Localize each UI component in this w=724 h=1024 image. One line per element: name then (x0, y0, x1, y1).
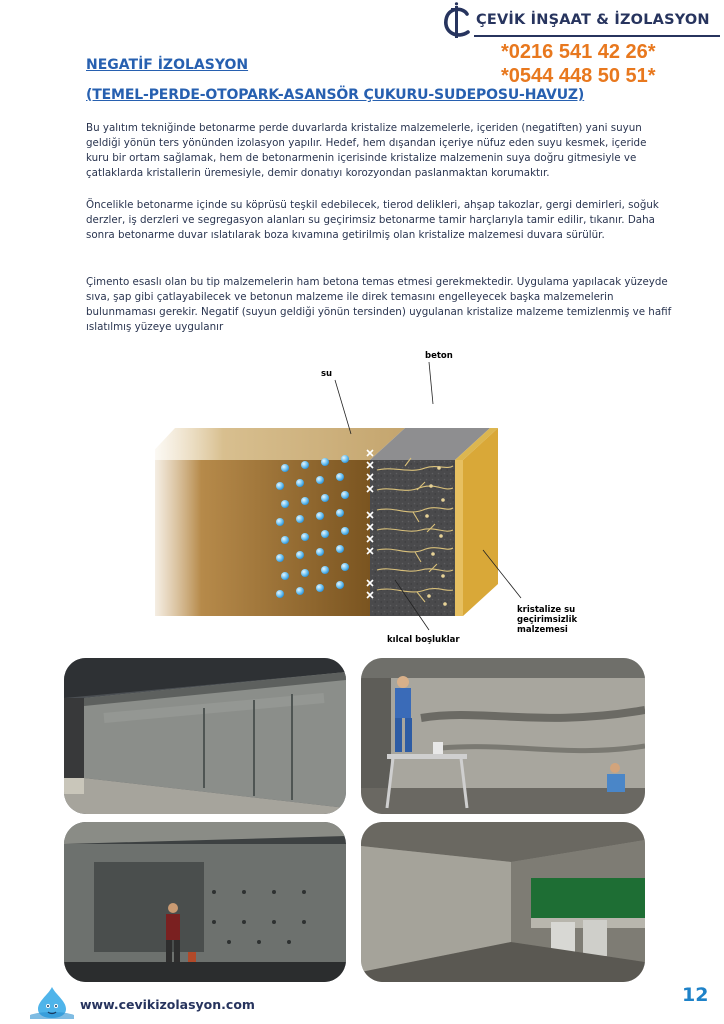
website-link[interactable]: www.cevikizolasyon.com (80, 997, 255, 1012)
label-crystal-line1: kristalize su (517, 605, 576, 615)
section-title: NEGATİF İZOLASYON (86, 57, 249, 73)
photo-worker-scaffold (361, 658, 645, 814)
company-logo-icon (440, 2, 474, 44)
page-number: 12 (682, 984, 709, 1006)
photo-worker-coating (64, 822, 346, 982)
phone-number-2: *0544 448 50 51* (501, 65, 656, 87)
water-drop-mascot-icon (30, 985, 74, 1019)
photo-basement-wall (64, 658, 346, 814)
paragraph-application: Çimento esaslı olan bu tip malzemelerin ham betona temas etmesi gerekmektedir. Uygulama yapılacak yüzeyde sıva, şap gibi çatlayabilecek ve betonun malzeme ile direk temasını engelleyecek başka malzemelerin bulunmaması gerekir. Negatif (suyun geldiği yönün tersinden) uygulanan kristalize malzeme temizlenmiş ve hafif ıslatılmış yüzeye uygulanır (86, 276, 672, 333)
company-name: ÇEVİK İNŞAAT & İZOLASYON (476, 12, 710, 28)
photo-coated-basement (361, 822, 645, 982)
label-capillary: kılcal boşluklar (387, 635, 460, 645)
paragraph-intro: Bu yalıtım tekniğinde betonarme perde duvarlarda kristalize malzemelerle, içeriden (negatiften) yani suyun geldiği yönün ters yönünden izolasyon yapılır. Hedef, hem dışandan içeriye nüfuz eden suyu kesmek, içeride kuru bir ortam sağlamak, hem de betonarmenin içerisinde kristalize malzemenin suya doğru gitmesiyle ve çatlaklarda kristallerin üremesiyle, demir donatıyı korozyondan paslanmaktan korumaktır. (86, 122, 647, 179)
phone-number-1: *0216 541 42 26* (501, 41, 656, 63)
label-crystal-line3: malzemesi (517, 625, 568, 635)
crystalline-waterproofing-diagram (155, 340, 625, 652)
header-divider (474, 35, 720, 37)
label-water: su (321, 369, 333, 379)
coated-basement-photo-icon (361, 822, 645, 982)
label-concrete: beton (425, 351, 453, 361)
worker-applying-coating-photo-icon (64, 822, 346, 982)
section-subtitle: (TEMEL-PERDE-OTOPARK-ASANSÖR ÇUKURU-SUDEPOSU-HAVUZ) (86, 87, 585, 103)
label-crystal-line2: geçirimsizlik (517, 615, 578, 625)
worker-on-scaffold-photo-icon (361, 658, 645, 814)
basement-wall-photo-icon (64, 658, 346, 814)
paragraph-preparation: Öncelikle betonarme içinde su köprüsü teşkil edebilecek, tierod delikleri, ahşap takozlar, gergi demirleri, soğuk derzler, iş derzleri ve segregasyon alanları su geçirimsiz betonarme tamir harçlarıyla tamir edilir, tıkanır. Daha sonra betonarme duvar ıslatılarak boza kıvamına getirilmiş olan kristalize malzemesi duvara sürülür. (86, 199, 659, 241)
